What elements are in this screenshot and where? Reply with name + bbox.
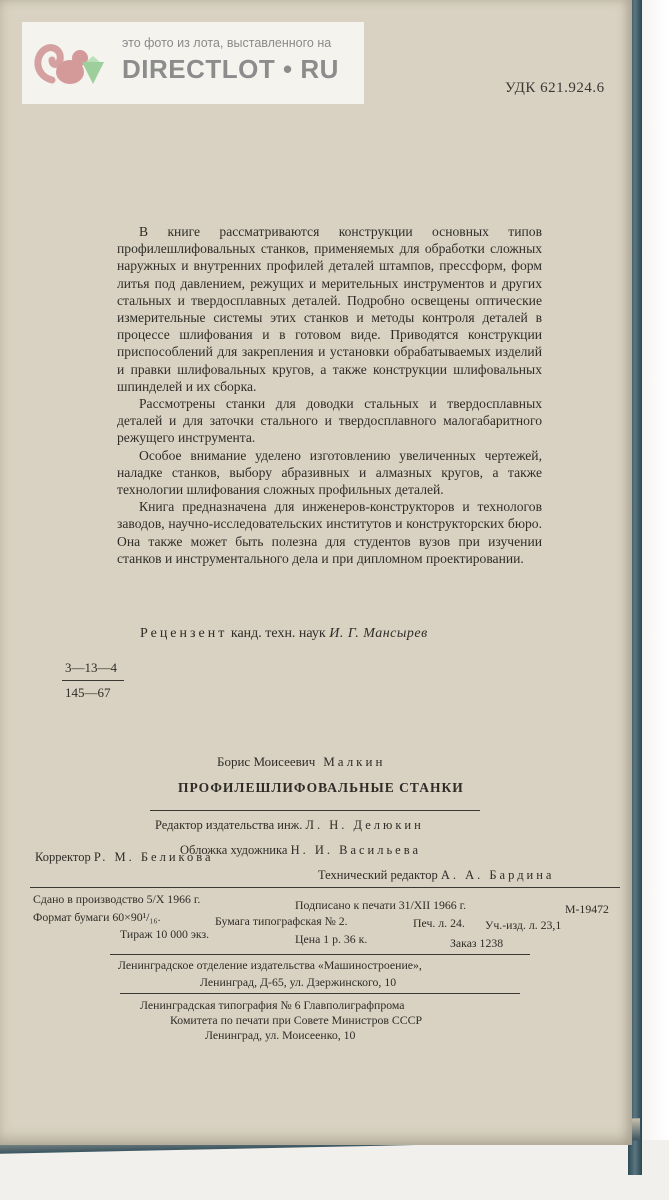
imprint-corrector (35, 850, 214, 865)
imprint-cover (180, 843, 421, 858)
abstract (117, 223, 542, 567)
imprint-rule (120, 993, 520, 994)
watermark-caption: это фото из лота, выставленного на (122, 36, 332, 50)
imprint-paper-format: Формат бумаги 60×90¹/₁₆. (33, 910, 161, 924)
imprint-publisher-address: Ленинград, Д-65, ул. Дзержинского, 10 (200, 975, 397, 989)
reviewer-line (140, 626, 428, 642)
editor-label: Редактор издательства инж. (155, 818, 303, 832)
imprint-rule (150, 810, 480, 811)
author-first-name: Борис Моисеевич (217, 754, 316, 769)
tech-editor-label: Технический редактор (318, 868, 438, 882)
abstract-paragraph: Рассмотрены станки для доводки стальных и твердосплавных деталей и для заточки стального и твердосплавного малогабаритного режущего инструмента. (117, 396, 542, 446)
cover-name: Н. И. Васильева (290, 843, 422, 857)
imprint-production-date: Сдано в производство 5/X 1966 г. (33, 892, 201, 906)
imprint-editor (155, 818, 424, 833)
imprint-price: Цена 1 р. 36 к. (295, 932, 368, 946)
imprint-publishing-sheets: Уч.-изд. л. 23,1 (485, 918, 562, 932)
corrector-label: Корректор (35, 850, 91, 864)
imprint-rule (30, 887, 620, 888)
corrector-name: Р. М. Беликова (93, 850, 214, 864)
imprint-printer-committee: Комитета по печати при Совете Министров СССР (170, 1013, 423, 1027)
imprint-paper-type: Бумага типографская № 2. (215, 914, 348, 928)
imprint-order: Заказ 1238 (450, 936, 504, 950)
author-last-name: Малкин (323, 754, 386, 769)
imprint-publisher: Ленинградское отделение издательства «Машиностроение», (118, 958, 422, 972)
abstract-paragraph: В книге рассматриваются конструкции основных типов профилешлифовальных станков, применяемых для обработки сложных наружных и внутренних профилей деталей штампов, прессформ, форм литья под давлением, режущих и мерительных инструментов и других стальных и твердосплавных деталей. Подробно освещены оптические измерительные системы этих станков и методы контроля деталей в процессе шлифования и в готовом виде. Приводятся конструкции приспособлений для закрепления и установки обрабатываемых изделий и правки шлифовальных кругов, а также конструкции шлифовальных шпинделей и их сборка. (117, 224, 542, 394)
imprint-printer-address: Ленинград, ул. Моисеенко, 10 (205, 1028, 356, 1042)
imprint-m-number: М-19472 (565, 902, 609, 916)
index-code-bottom: 145—67 (65, 685, 111, 700)
book-title: ПРОФИЛЕШЛИФОВАЛЬНЫЕ СТАНКИ (178, 780, 464, 795)
tech-editor-name: А. А. Бардина (440, 868, 555, 882)
abstract-paragraph: Книга предназначена для инженеров-конструкторов и технологов заводов, научно-исследовательских институтов и конструкторских бюро. Она также может быть полезна для студентов вузов при изучении станков и инструментального дела и при дипломном проектировании. (117, 499, 542, 566)
author-line (217, 754, 385, 770)
index-code-top: 3—13—4 (65, 660, 117, 675)
cover-label: Обложка художника (180, 843, 288, 857)
udk-code: УДК 621.924.6 (505, 80, 605, 96)
imprint-signed-date: Подписано к печати 31/XII 1966 г. (295, 898, 467, 912)
imprint-tech-editor (318, 868, 554, 883)
reviewer-label: Рецензент (140, 626, 228, 641)
abstract-paragraph: Особое внимание уделено изготовлению увеличенных чертежей, наладке станков, выбору абразивных и алмазных кругов, а также технологии шлифования сложных профильных деталей. (117, 447, 542, 498)
editor-name: Л. Н. Делюкин (305, 818, 424, 832)
index-code-divider (62, 680, 124, 681)
imprint-printer: Ленинградская типография № 6 Главполиграфпрома (140, 998, 405, 1012)
imprint-rule (110, 954, 530, 955)
squirrel-logo-icon (30, 36, 110, 99)
imprint-print-sheets: Печ. л. 24. (413, 916, 465, 930)
reviewer-degree: канд. техн. наук (230, 626, 326, 641)
watermark-brand: DIRECTLOT • RU (122, 54, 339, 84)
imprint-print-run: Тираж 10 000 экз. (120, 927, 210, 941)
reviewer-name: И. Г. Мансырев (329, 626, 428, 641)
